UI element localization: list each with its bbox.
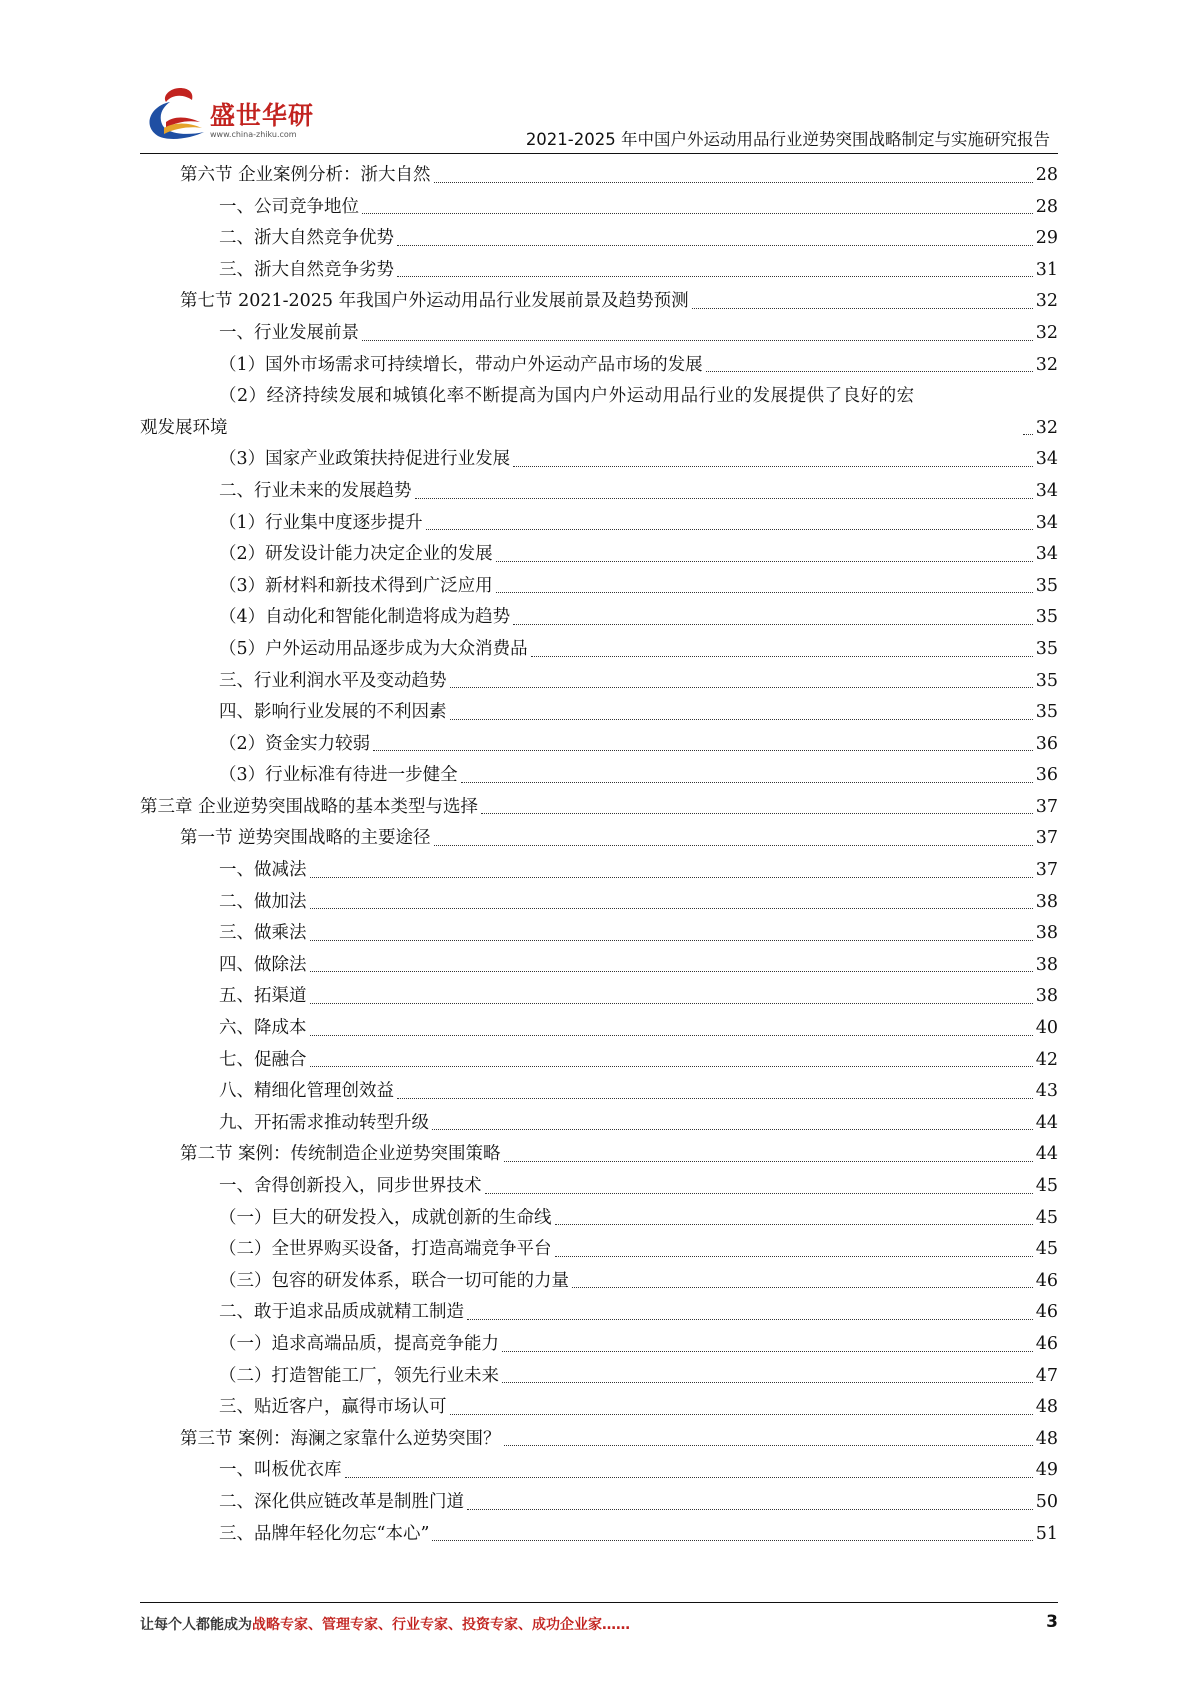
toc-entry[interactable] [140, 918, 1058, 950]
toc-page-number: 35 [1035, 702, 1058, 723]
toc-entry-title: 二、行业未来的发展趋势 [219, 480, 412, 501]
toc-entry[interactable] [140, 476, 1058, 508]
toc-page-number: 44 [1035, 1112, 1058, 1133]
toc-page-number: 32 [1035, 322, 1058, 343]
toc-leader-dots [502, 1382, 1033, 1383]
toc-leader-dots [345, 1477, 1033, 1478]
toc-leader-dots [310, 1035, 1033, 1036]
toc-leader-dots [496, 561, 1033, 562]
toc-page-number: 29 [1035, 228, 1058, 249]
toc-leader-dots [373, 750, 1033, 751]
toc-page-number: 35 [1035, 575, 1058, 596]
toc-leader-dots [467, 1319, 1033, 1320]
toc-page-number: 28 [1035, 196, 1058, 217]
toc-leader-dots [310, 877, 1033, 878]
toc-page-number: 35 [1035, 670, 1058, 691]
toc-entry[interactable] [140, 666, 1058, 698]
toc-page-number: 46 [1035, 1302, 1058, 1323]
toc-entry[interactable] [140, 1487, 1058, 1519]
toc-entry-title: 一、公司竞争地位 [219, 196, 359, 217]
toc-leader-dots [555, 1256, 1033, 1257]
toc-page-number: 34 [1035, 544, 1058, 565]
toc-entry[interactable] [140, 1297, 1058, 1329]
toc-leader-dots [310, 908, 1033, 909]
toc-leader-dots [555, 1224, 1033, 1225]
toc-entry[interactable] [140, 634, 1058, 666]
toc-entry-title: 九、开拓需求推动转型升级 [219, 1112, 429, 1133]
toc-entry-title: 七、促融合 [219, 1049, 307, 1070]
footer-slogan-lead: 让每个人都能成为 [140, 1617, 252, 1633]
toc-entry[interactable] [140, 1171, 1058, 1203]
toc-entry-title-continued: 观发展环境 [140, 417, 228, 438]
toc-leader-dots [481, 813, 1033, 814]
toc-page-number: 37 [1035, 860, 1058, 881]
toc-page-number: 48 [1035, 1397, 1058, 1418]
toc-page-number: 46 [1035, 1333, 1058, 1354]
toc-entry-title: 第三章 企业逆势突围战略的基本类型与选择 [140, 796, 479, 817]
toc-entry[interactable] [140, 1203, 1058, 1235]
toc-page-number: 35 [1035, 607, 1058, 628]
header-divider [140, 153, 1058, 154]
toc-page-number: 32 [1035, 417, 1058, 438]
toc-entry-title: （二）全世界购买设备，打造高端竞争平台 [219, 1239, 552, 1260]
toc-entry-title: 四、做除法 [219, 954, 307, 975]
toc-page-number: 32 [1035, 291, 1058, 312]
toc-entry-title: 第二节 案例：传统制造企业逆势突围策略 [180, 1144, 501, 1165]
logo-text: 盛世华研 [210, 101, 315, 130]
toc-page-number: 35 [1035, 638, 1058, 659]
toc-entry-title: （一）追求高端品质，提高竞争能力 [219, 1333, 499, 1354]
toc-entry[interactable] [140, 1045, 1058, 1077]
toc-entry-title: （4）自动化和智能化制造将成为趋势 [219, 607, 511, 628]
toc-entry-title: （1）国外市场需求可持续增长，带动户外运动产品市场的发展 [219, 354, 703, 375]
toc-entry-title: （2）资金实力较弱 [219, 733, 371, 754]
report-title: 2021-2025 年中国户外运动用品行业逆势突围战略制定与实施研究报告 [525, 130, 1050, 149]
toc-entry[interactable] [140, 1455, 1058, 1487]
toc-leader-dots [692, 308, 1033, 309]
toc-page-number: 48 [1035, 1428, 1058, 1449]
toc-leader-dots [397, 276, 1033, 277]
toc-entry-title: 三、行业利润水平及变动趋势 [219, 670, 447, 691]
toc-entry[interactable] [140, 1139, 1058, 1171]
page-footer [140, 1614, 1058, 1640]
toc-entry[interactable] [140, 571, 1058, 603]
toc-entry[interactable] [140, 602, 1058, 634]
toc-entry[interactable] [140, 1519, 1058, 1551]
toc-leader-dots [310, 1003, 1033, 1004]
toc-page-number: 45 [1035, 1239, 1058, 1260]
toc-entry[interactable] [140, 823, 1058, 855]
toc-entry[interactable] [140, 1361, 1058, 1393]
toc-page-number: 38 [1035, 954, 1058, 975]
toc-page-number: 49 [1035, 1460, 1058, 1481]
toc-entry-title: 三、做乘法 [219, 923, 307, 944]
toc-entry[interactable] [140, 1424, 1058, 1456]
footer-divider [140, 1602, 1058, 1603]
toc-page-number: 37 [1035, 796, 1058, 817]
toc-leader-dots [1023, 434, 1033, 435]
toc-entry[interactable] [140, 255, 1058, 287]
toc-leader-dots [310, 940, 1033, 941]
toc-page-number: 34 [1035, 480, 1058, 501]
toc-page-number: 36 [1035, 733, 1058, 754]
toc-entry[interactable] [140, 1392, 1058, 1424]
toc-page-number: 36 [1035, 765, 1058, 786]
toc-leader-dots [504, 1445, 1033, 1446]
toc-leader-dots [426, 529, 1033, 530]
toc-leader-dots [461, 782, 1033, 783]
toc-leader-dots [310, 1066, 1033, 1067]
toc-entry-title: 一、舍得创新投入，同步世界技术 [219, 1176, 482, 1196]
toc-leader-dots [450, 687, 1033, 688]
toc-entry[interactable] [140, 223, 1058, 255]
toc-entry[interactable] [140, 381, 1058, 444]
toc-leader-dots [432, 1129, 1033, 1130]
toc-entry-title: 六、降成本 [219, 1018, 307, 1039]
toc-entry-title: （3）新材料和新技术得到广泛应用 [219, 575, 493, 596]
table-of-contents [140, 160, 1058, 1550]
toc-page-number: 51 [1035, 1523, 1058, 1544]
toc-entry-title: 二、浙大自然竞争优势 [219, 228, 394, 249]
toc-page-number: 34 [1035, 512, 1058, 533]
toc-page-number: 38 [1035, 891, 1058, 912]
toc-leader-dots [502, 1351, 1033, 1352]
page-number: 3 [1046, 1612, 1058, 1632]
toc-leader-dots [513, 624, 1033, 625]
toc-entry-title: 四、影响行业发展的不利因素 [219, 702, 447, 723]
toc-entry[interactable] [140, 1266, 1058, 1298]
toc-page-number: 44 [1035, 1144, 1058, 1165]
toc-page-number: 38 [1035, 923, 1058, 944]
toc-page-number: 28 [1035, 165, 1058, 185]
toc-entry-title: （2）研发设计能力决定企业的发展 [219, 544, 493, 565]
toc-page-number: 47 [1035, 1365, 1058, 1386]
toc-entry-title: 三、品牌年轻化勿忘“本心” [219, 1523, 430, 1544]
toc-entry[interactable] [140, 887, 1058, 919]
toc-entry[interactable] [140, 286, 1058, 318]
toc-entry-title: 一、做减法 [219, 860, 307, 881]
toc-page-number: 32 [1035, 354, 1058, 375]
toc-page-number: 43 [1035, 1081, 1058, 1102]
toc-leader-dots [706, 371, 1033, 372]
toc-leader-dots [531, 656, 1033, 657]
toc-entry[interactable] [140, 350, 1058, 382]
toc-entry[interactable] [140, 950, 1058, 982]
toc-leader-dots [572, 1287, 1033, 1288]
toc-entry-continuation [140, 413, 1058, 445]
toc-page-number: 46 [1035, 1270, 1058, 1291]
toc-entry-title: 一、行业发展前景 [219, 322, 359, 343]
toc-entry-title: （2）经济持续发展和城镇化率不断提高为国内户外运动用品行业的发展提供了良好的宏 [219, 386, 915, 407]
toc-entry-title: （三）包容的研发体系，联合一切可能的力量 [219, 1270, 569, 1291]
toc-entry-title: 五、拓渠道 [219, 986, 307, 1007]
page-header [0, 0, 1191, 150]
toc-leader-dots [310, 971, 1033, 972]
toc-entry-title: 二、做加法 [219, 891, 307, 912]
toc-leader-dots [496, 592, 1033, 593]
toc-leader-dots [415, 498, 1033, 499]
toc-entry[interactable] [140, 792, 1058, 824]
toc-entry[interactable] [140, 855, 1058, 887]
toc-leader-dots [397, 245, 1033, 246]
toc-entry-title: 三、贴近客户，赢得市场认可 [219, 1397, 447, 1418]
toc-entry[interactable] [140, 981, 1058, 1013]
toc-entry-title: 第六节 企业案例分析：浙大自然 [180, 165, 431, 185]
toc-page-number: 50 [1035, 1491, 1058, 1512]
toc-entry[interactable] [140, 697, 1058, 729]
toc-page-number: 40 [1035, 1018, 1058, 1039]
toc-page-number: 31 [1035, 259, 1058, 280]
toc-entry-title: （5）户外运动用品逐步成为大众消费品 [219, 638, 528, 659]
toc-leader-dots [450, 1414, 1033, 1415]
toc-entry-title: 第七节 2021-2025 年我国户外运动用品行业发展前景及趋势预测 [180, 291, 689, 312]
toc-entry[interactable] [140, 318, 1058, 350]
toc-leader-dots [450, 719, 1033, 720]
toc-entry[interactable] [140, 444, 1058, 476]
toc-leader-dots [362, 213, 1033, 214]
footer-slogan-highlight: 战略专家、管理专家、行业专家、投资专家、成功企业家…… [252, 1617, 630, 1633]
toc-entry-title: （一）巨大的研发投入，成就创新的生命线 [219, 1207, 552, 1228]
toc-entry-title: 第三节 案例：海澜之家靠什么逆势突围？ [180, 1428, 501, 1449]
toc-page-number: 38 [1035, 986, 1058, 1007]
toc-entry-title: （二）打造智能工厂，领先行业未来 [219, 1365, 499, 1386]
toc-leader-dots [432, 1540, 1032, 1541]
toc-entry[interactable] [140, 1108, 1058, 1140]
toc-page-number: 42 [1035, 1049, 1058, 1070]
toc-entry[interactable] [140, 539, 1058, 571]
toc-entry-title: 三、浙大自然竞争劣势 [219, 259, 394, 280]
toc-entry-title: （3）国家产业政策扶持促进行业发展 [219, 449, 511, 470]
toc-page-number: 45 [1035, 1176, 1058, 1196]
toc-page-number: 45 [1035, 1207, 1058, 1228]
toc-entry[interactable] [140, 1076, 1058, 1108]
toc-leader-dots [467, 1509, 1033, 1510]
toc-page-number: 37 [1035, 828, 1058, 849]
toc-leader-dots [504, 1161, 1033, 1162]
toc-leader-dots [397, 1098, 1033, 1099]
toc-entry-title: （1）行业集中度逐步提升 [219, 512, 423, 533]
toc-entry-title: 第一节 逆势突围战略的主要途径 [180, 828, 431, 849]
toc-leader-dots [362, 340, 1033, 341]
toc-leader-dots [434, 182, 1033, 183]
toc-entry-title: 二、深化供应链改革是制胜门道 [219, 1491, 464, 1512]
toc-entry[interactable] [140, 1329, 1058, 1361]
toc-entry-title: （3）行业标准有待进一步健全 [219, 765, 458, 786]
toc-entry[interactable] [140, 508, 1058, 540]
logo-url: www.china-zhiku.com [210, 130, 297, 139]
toc-entry[interactable] [140, 1013, 1058, 1045]
toc-entry[interactable] [140, 160, 1058, 192]
toc-leader-dots [513, 466, 1033, 467]
toc-entry-title: 一、叫板优衣库 [219, 1460, 342, 1481]
toc-entry[interactable] [140, 192, 1058, 224]
toc-entry-title: 二、敢于追求品质成就精工制造 [219, 1302, 464, 1323]
toc-leader-dots [434, 845, 1033, 846]
toc-entry[interactable] [140, 1234, 1058, 1266]
toc-entry-title: 八、精细化管理创效益 [219, 1081, 394, 1102]
toc-page-number: 34 [1035, 449, 1058, 470]
toc-entry[interactable] [140, 760, 1058, 792]
toc-entry[interactable] [140, 729, 1058, 761]
toc-leader-dots [485, 1193, 1033, 1194]
